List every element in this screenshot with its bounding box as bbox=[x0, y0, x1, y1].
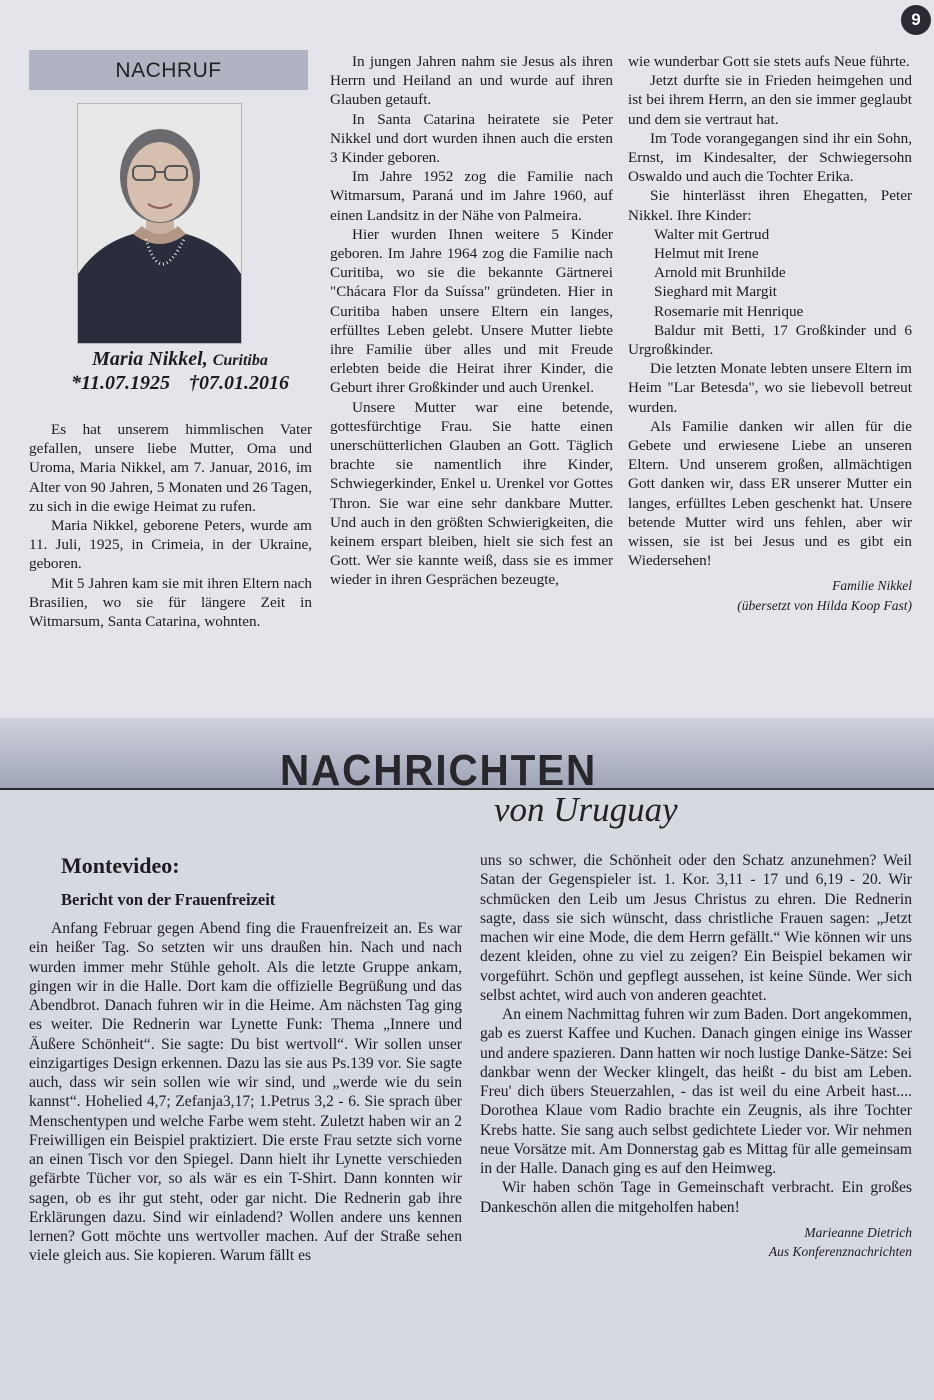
paragraph: Im Tode vorangegangen sind ihr ein Sohn, Ernst, im Kindesalter, der Schwiegersohn Oswaldo und auch die Tochter Erika. bbox=[628, 129, 912, 186]
obituary-signature: Familie Nikkel bbox=[832, 578, 912, 594]
news-subtitle: von Uruguay bbox=[494, 790, 678, 829]
news-title: NACHRICHTEN bbox=[280, 746, 598, 795]
child-entry: Sieghard mit Margit bbox=[654, 283, 777, 301]
paragraph: wie wunderbar Gott sie stets aufs Neue führte. bbox=[628, 53, 910, 70]
life-dates bbox=[30, 372, 330, 395]
paragraph: In jungen Jahren nahm sie Jesus als ihren Herrn und Heiland an und wurde auf ihren Glauben getauft. bbox=[330, 53, 613, 109]
paragraph: uns so schwer, die Schönheit oder den Schatz anzunehmen? Weil Satan der Gegenspieler ist. 1. Kor. 3,11 - 17 und 6,19 - 20. Wir schmücken den Leib um Jesus Christus zu ehren. Die Rednerin sagte, dass sie sich wünscht, dass christliche Frauen sagen: „Jetzt machen wir eine Mode, die dem Herrn gefällt.“ Wie können wir uns dezent kleiden, ohne zu viel zu zeigen? Ein Beispiel bekamen wir vorgeführt. Schön und gepflegt aussehen, ist keine Sünde. Wer sich selbst achtet, wird auch von anderen geachtet. bbox=[480, 852, 912, 1004]
paragraph: An einem Nachmittag fuhren wir zum Baden. Dort angekommen, gab es zuerst Kaffee und Kuchen. Danach gingen einige ins Wasser und andere spazieren. Dann hatten wir noch lustige Danke-Sätze: Sei dankbar wenn der Wecker klingelt, das heißt - du bist am Leben. Freu' dich übers Steuerzahlen, - das ist weil du eine Arbeit hast.... Dorothea Klaue vom Radio brachte ein Zeugnis, als ihre Tochter Krebs hatte. Sie sang auch selbst gedichtete Lieder vor. Wir nehmen neue Vorsätze mit. Am Donnerstag gab es Mittag für alle gemeinsam in der Halle. Danach ging es auf den Heimweg. bbox=[480, 1006, 912, 1177]
page-number-badge: 9 bbox=[901, 5, 931, 35]
article-column-1 bbox=[29, 919, 462, 1266]
obituary-column-3 bbox=[628, 52, 912, 615]
paragraph: Maria Nikkel, geborene Peters, wurde am 11. Juli, 1925, in Crimeia, in der Ukraine, geboren. bbox=[29, 517, 312, 573]
death-date: †07.01.2016 bbox=[188, 372, 289, 394]
deceased-name bbox=[30, 348, 330, 371]
translator-credit: (übersetzt von Hilda Koop Fast) bbox=[737, 597, 912, 613]
portrait-photo bbox=[77, 103, 242, 344]
birth-date: *11.07.1925 bbox=[71, 372, 170, 394]
paragraph: Anfang Februar gegen Abend fing die Frauenfreizeit an. Es war ein heißer Tag. So setzten wir uns draußen hin. Nach und nach wurden immer mehr Stühle geholt. Als die letzte Gruppe ankam, gingen wir in die Halle. Dort kam die offizielle Begrüßung und das Abendbrot. Danach fuhren wir in die Heime. Am nächsten Tag ging es weiter. Die Rednerin war Lynette Funk: Thema „Innere und Äußere Schönheit“. Sie sagte: Du bist wertvoll“. Wir sollen unser einzigartiges Design erkennen. Dazu las sie aus Ps.139 vor. Sie sagte auch, dass wir sein sollen wie wir sind, und „werde wie du sein kannst“. Hohelied 4,7; Zefanja3,17; 1.Petrus 3,2 - 6. Sie sprach über Menschentypen und welche Farbe wem steht. Zuletzt haben wir an 2 Freiwilligen ein Beispiel praktiziert. Die erste Frau setzte sich vorne an einen Tisch vor den Spiegel. Dann hielt ihr Lynette verschieden gefärbte Tücher vor, so als wär es ein T-Shirt. Dann konnten wir sagen, ob es ihr gut steht, oder gar nicht. Die Rednerin gab ihre Erklärungen dazu. Sind wir einladend? Wollen andere uns kennen lernen? Gott möchte uns wertvoller machen. Auf der Straße sehen viele gleich aus. Sie kopieren. Warum fällt es bbox=[29, 920, 462, 1265]
deceased-city: Curitiba bbox=[212, 352, 268, 369]
paragraph: Die letzten Monate lebten unsere Eltern im Heim "Lar Betesda", wo sie liebevoll betreut wurden. bbox=[628, 360, 912, 416]
paragraph: Mit 5 Jahren kam sie mit ihren Eltern nach Brasilien, wo sie für längere Zeit in Witmarsum, Santa Catarina, wohnten. bbox=[29, 574, 312, 631]
child-entry: Walter mit Gertrud bbox=[654, 225, 770, 243]
child-entry: Helmut mit Irene bbox=[654, 245, 759, 263]
paragraph: Sie hinterlässt ihren Ehegatten, Peter Nikkel. Ihre Kinder: bbox=[628, 187, 912, 224]
obituary-column-2 bbox=[330, 52, 613, 590]
obituary-column-1 bbox=[29, 420, 312, 631]
article-title: Bericht von der Frauenfreizeit bbox=[61, 890, 276, 909]
paragraph: Wir haben schön Tage in Gemeinschaft verbracht. Ein großes Dankeschön allen die mitgeholfen haben! bbox=[480, 1179, 912, 1216]
paragraph: Hier wurden Ihnen weitere 5 Kinder geboren. Im Jahre 1964 zog die Familie nach Curitiba, wo sie die bekannte Gärtnerei "Chácara Flor da Suíssa" gründeten. Hier in Curitiba haben unsere Eltern ein langes, erfülltes Leben gelebt. Unsere Mutter liebte ihre Familie über alles und mit Freude erlebten beide die Heirat ihrer Kinder, die Geburt ihrer Großkinder und auch Urenkel. bbox=[330, 225, 613, 397]
child-entry: Rosemarie mit Henrique bbox=[654, 302, 804, 320]
article-column-2 bbox=[480, 851, 912, 1261]
paragraph: Als Familie danken wir allen für die Gebete und erwiesene Liebe an unseren Eltern. Und unserem großen, allmächtigen Gott danken wir, dass ER unserer Mutter ein langes, erfülltes Leben geschenkt hat. Unsere betende Mutter wird uns fehlen, aber wir wissen, sie ist bei Jesus und es gibt ein Wiedersehen! bbox=[628, 417, 912, 570]
article-location-heading: Montevideo: bbox=[61, 853, 180, 878]
paragraph: Jetzt durfte sie in Frieden heimgehen und ist bei ihrem Herrn, an den sie immer geglaubt und dem sie vertraut hat. bbox=[628, 72, 912, 128]
paragraph: In Santa Catarina heiratete sie Peter Nikkel und dort wurden ihnen auch die ersten 3 Kinder geboren. bbox=[330, 110, 613, 167]
child-entry: Baldur mit Betti, 17 Großkinder und 6 Urgroßkinder. bbox=[628, 321, 912, 359]
paragraph: Es hat unserem himmlischen Vater gefallen, unsere liebe Mutter, Oma und Uroma, Maria Nikkel, am 7. Januar, 2016, im Alter von 90 Jahren, 5 Monaten und 26 Tagen, zu sich in die ewige Heimat zu rufen. bbox=[29, 421, 312, 515]
paragraph: Im Jahre 1952 zog die Familie nach Witmarsum, Paraná und im Jahre 1960, auf einen Landsitz in der Nähe von Palmeira. bbox=[330, 168, 613, 224]
article-author: Marieanne Dietrich bbox=[804, 1224, 912, 1240]
section-label-nachruf: NACHRUF bbox=[29, 50, 308, 90]
article-source: Aus Konferenznachrichten bbox=[768, 1244, 912, 1259]
deceased-name-text: Maria Nikkel, bbox=[92, 348, 208, 370]
paragraph: Unsere Mutter war eine betende, gottesfürchtige Frau. Sie hatte einen unerschütterlichen Glauben an Gott. Täglich brachte sie namentlich ihre Kinder, Schwiegerkinder, Enkel u. Urenkel vor Gottes Thron. Sie war eine sehr dankbare Mutter. Und auch in den größten Schwierigkeiten, die keinem erspart bleiben, hielt sie sich fest an Gott. Wer sie kannte weiß, dass sie es immer wieder in ihren Gesprächen bezeugte, bbox=[330, 398, 613, 589]
child-entry: Arnold mit Brunhilde bbox=[654, 264, 786, 282]
